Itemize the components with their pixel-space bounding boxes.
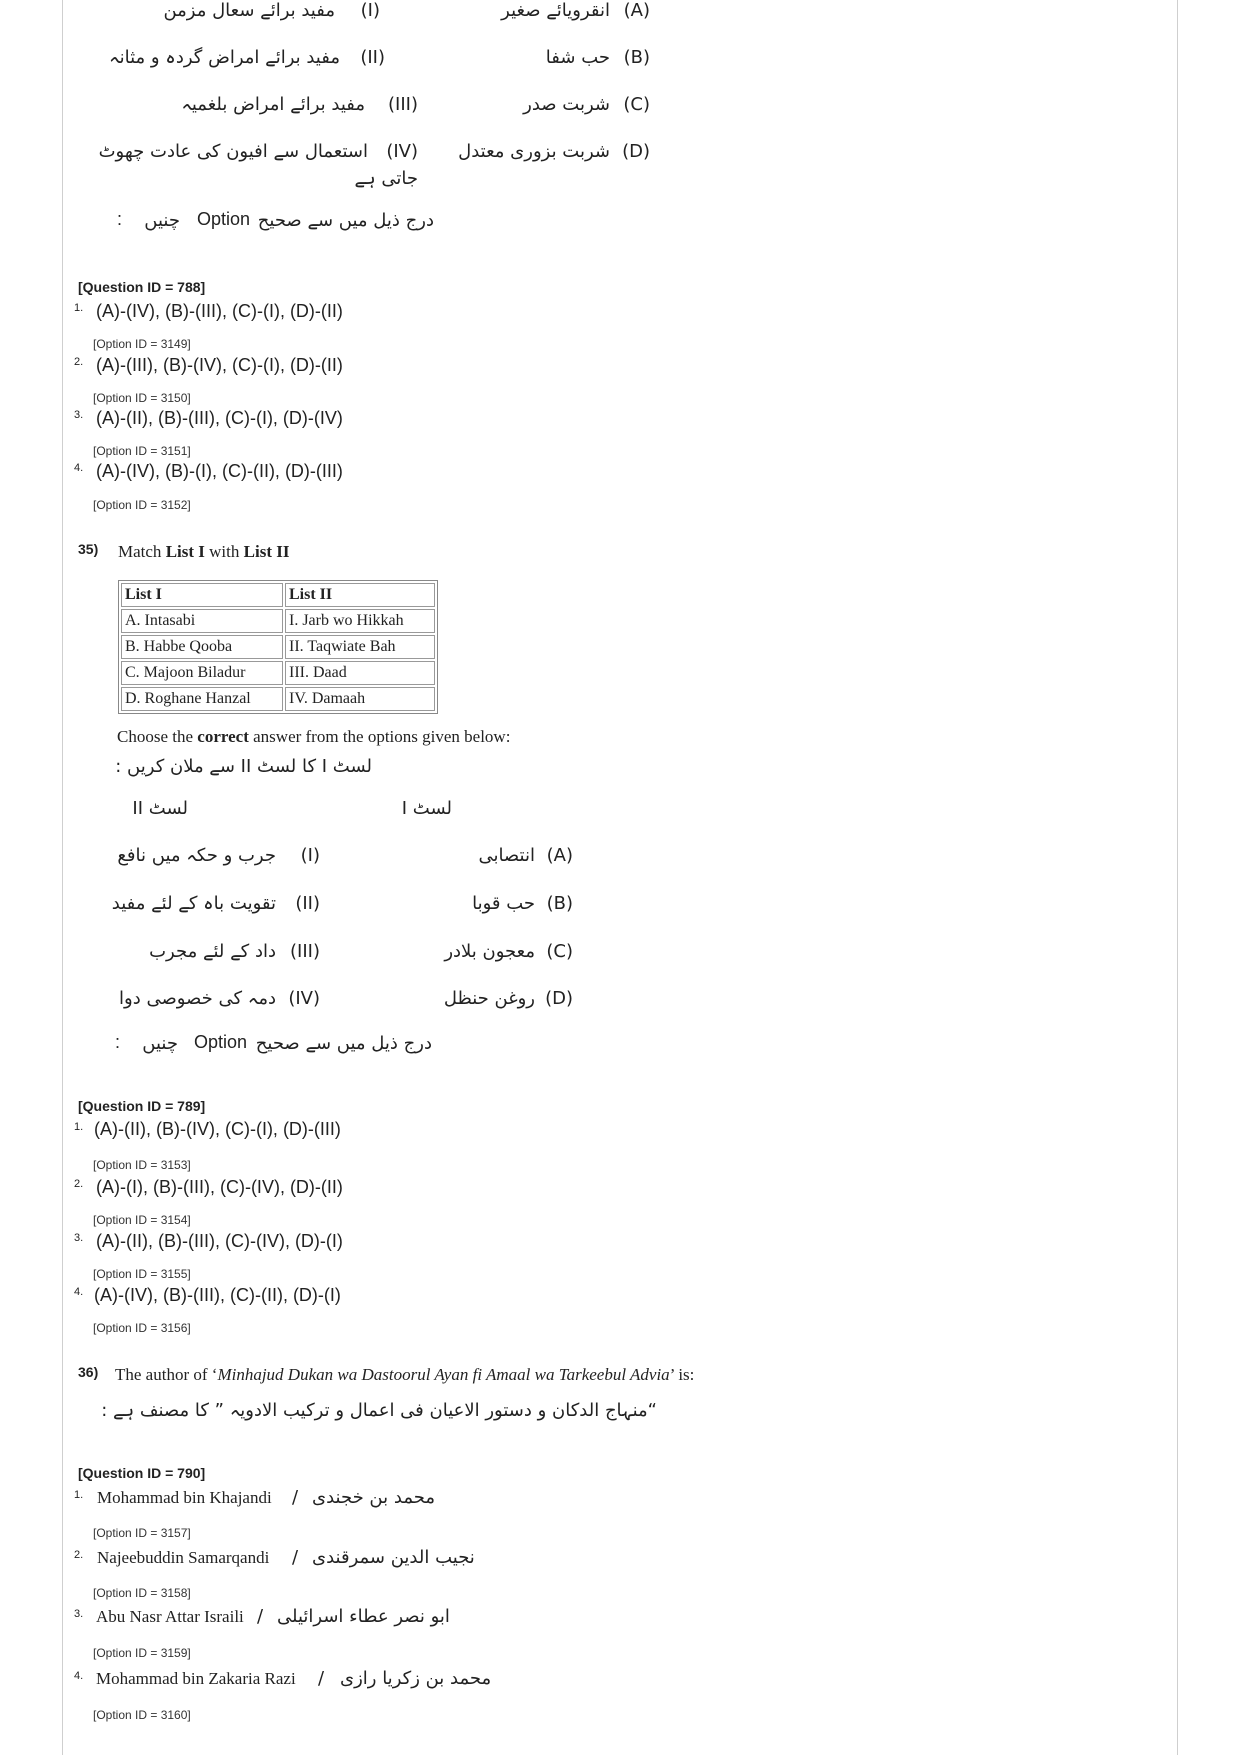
- q35-left-text-c: معجون بلادر: [444, 941, 535, 962]
- q34-option-2-id: [Option ID = 3150]: [93, 391, 191, 405]
- q34-option-4-id: [Option ID = 3152]: [93, 498, 191, 512]
- q35-right-num-iv: (IV): [288, 988, 320, 1009]
- q34-right-text-iv: استعمال سے افیون کی عادت چھوٹ: [98, 141, 368, 162]
- q35-title-list1: List I: [165, 542, 205, 561]
- q34-right-num-iii: (III): [388, 94, 418, 115]
- q35-option-3-text[interactable]: (A)-(II), (B)-(III), (C)-(IV), (D)-(I): [96, 1231, 343, 1251]
- q34-choose-suffix: چنیں: [144, 210, 180, 231]
- q34-option-1-id: [Option ID = 3149]: [93, 337, 191, 351]
- q36-urdu-text: “منہاج الدکان و دستور الاعیان فی اعمال و ترکیب الادویہ ” کا مصنف ہے :: [101, 1400, 657, 1421]
- q35-right-text-ii: تقویت باہ کے لئے مفید: [111, 893, 276, 914]
- q34-option-2-number: 2.: [74, 356, 84, 368]
- q35-option-2-text[interactable]: (A)-(I), (B)-(III), (C)-(IV), (D)-(II): [96, 1177, 343, 1197]
- q36-option-4-separator: /: [318, 1668, 325, 1689]
- q35-right-num-i: (I): [300, 845, 320, 866]
- table-header-row: [121, 583, 435, 607]
- q34-right-text-iii: مفید برائے امراض بلغمیہ: [181, 94, 365, 115]
- q34-left-text-c: شربت صدر: [523, 94, 610, 115]
- table-cell: II. Taqwiate Bah: [285, 635, 435, 659]
- q35-urdu-instruction: لسٹ I کا لسٹ II سے ملان کریں :: [115, 756, 372, 777]
- q35-left-letter-b: (B): [546, 893, 573, 914]
- table-header-list2: List II: [285, 583, 435, 607]
- q35-option-3-id: [Option ID = 3155]: [93, 1267, 191, 1281]
- q35-choose-prefix: درج ذیل میں سے صحیح: [255, 1033, 432, 1054]
- table-row: [121, 609, 435, 633]
- q36-option-3-separator: /: [257, 1606, 264, 1627]
- q34-left-text-b: حب شفا: [545, 47, 610, 68]
- q35-title-with: with: [209, 542, 240, 561]
- q35-choose-pre: Choose the: [117, 727, 194, 746]
- q36-option-2-number: 2.: [74, 1549, 84, 1561]
- q35-left-letter-d: (D): [545, 988, 573, 1009]
- q34-option-1-number: 1.: [74, 302, 84, 314]
- q35-left-text-a: انتصابی: [478, 845, 535, 866]
- table-header-list1: List I: [121, 583, 283, 607]
- q36-option-3-id: [Option ID = 3159]: [93, 1646, 191, 1660]
- table-cell: III. Daad: [285, 661, 435, 685]
- q35-option-2-number: 2.: [74, 1178, 84, 1190]
- q35-right-num-iii: (III): [290, 941, 320, 962]
- q35-right-num-ii: (II): [295, 893, 320, 914]
- q35-option-1-id: [Option ID = 3153]: [93, 1158, 191, 1172]
- left-margin-line: [62, 0, 63, 1755]
- q35-number: 35): [78, 541, 99, 557]
- q34-choose-prefix: درج ذیل میں سے صحیح: [257, 210, 434, 231]
- q36-question-text: [115, 1365, 694, 1385]
- q34-option-2-text[interactable]: (A)-(III), (B)-(IV), (C)-(I), (D)-(II): [96, 355, 343, 375]
- q35-title-match: Match: [118, 542, 162, 561]
- q35-list-table: [118, 580, 438, 714]
- q35-list1-heading: لسٹ I: [401, 798, 452, 819]
- table-cell: A. Intasabi: [121, 609, 283, 633]
- q36-option-1-english[interactable]: Mohammad bin Khajandi: [97, 1488, 272, 1507]
- q35-right-text-iii: داد کے لئے مجرب: [149, 941, 276, 962]
- q35-left-letter-a: (A): [546, 845, 573, 866]
- right-margin-line: [1177, 0, 1178, 1755]
- q35-title: [118, 542, 289, 562]
- q35-right-text-iv: دمہ کی خصوصی دوا: [119, 988, 276, 1009]
- q34-option-4-number: 4.: [74, 462, 84, 474]
- q36-text-post: ’ is:: [669, 1365, 695, 1384]
- q36-option-2-urdu[interactable]: نجیب الدین سمرقندی: [312, 1547, 475, 1568]
- q35-choose-option: Option: [193, 1032, 247, 1052]
- q35-option-4-text[interactable]: (A)-(IV), (B)-(III), (C)-(II), (D)-(I): [94, 1285, 341, 1305]
- q36-option-4-urdu[interactable]: محمد بن زکریا رازی: [340, 1668, 492, 1689]
- table-row: [121, 635, 435, 659]
- q36-option-4-english[interactable]: Mohammad bin Zakaria Razi: [96, 1669, 296, 1688]
- q34-right-num-i: (I): [360, 0, 380, 21]
- q35-choose-answer: [117, 727, 510, 747]
- q36-option-1-separator: /: [292, 1487, 299, 1508]
- q35-title-list2: List II: [243, 542, 290, 561]
- table-row: [121, 661, 435, 685]
- q36-option-2-separator: /: [292, 1547, 299, 1568]
- q34-option-4-text[interactable]: (A)-(IV), (B)-(I), (C)-(II), (D)-(III): [96, 461, 343, 481]
- q36-option-4-id: [Option ID = 3160]: [93, 1708, 191, 1722]
- q35-left-text-b: حب قوبا: [472, 893, 535, 914]
- q36-option-1-number: 1.: [74, 1489, 84, 1501]
- q36-option-1-urdu[interactable]: محمد بن خجندی: [312, 1487, 435, 1508]
- q35-option-1-number: 1.: [74, 1121, 84, 1133]
- q35-left-letter-c: (C): [546, 941, 573, 962]
- q35-choose-post: answer from the options given below:: [253, 727, 511, 746]
- q36-option-3-urdu[interactable]: ابو نصر عطاء اسرائیلی: [277, 1606, 450, 1627]
- q34-option-3-id: [Option ID = 3151]: [93, 444, 191, 458]
- table-cell: C. Majoon Biladur: [121, 661, 283, 685]
- table-cell: D. Roghane Hanzal: [121, 687, 283, 711]
- q34-right-text-iv-cont: جاتی ہے: [354, 168, 418, 189]
- q36-text-pre: The author of ‘: [115, 1365, 218, 1384]
- q34-question-id: [Question ID = 788]: [78, 279, 206, 295]
- q36-number: 36): [78, 1364, 99, 1380]
- q34-left-letter-b: (B): [623, 47, 650, 68]
- q35-choose-suffix: چنیں: [142, 1033, 178, 1054]
- q34-option-3-text[interactable]: (A)-(II), (B)-(III), (C)-(I), (D)-(IV): [96, 408, 343, 428]
- q34-right-num-ii: (II): [360, 47, 385, 68]
- table-cell: I. Jarb wo Hikkah: [285, 609, 435, 633]
- q36-option-1-id: [Option ID = 3157]: [93, 1526, 191, 1540]
- table-cell: B. Habbe Qooba: [121, 635, 283, 659]
- q35-question-id: [Question ID = 789]: [78, 1098, 206, 1114]
- q34-right-text-ii: مفید برائے امراض گردہ و مثانہ: [109, 47, 340, 68]
- q35-right-text-i: جرب و حکہ میں نافع: [117, 845, 276, 866]
- q34-left-text-a: انقرویائے صغیر: [501, 0, 610, 21]
- q35-option-2-id: [Option ID = 3154]: [93, 1213, 191, 1227]
- q35-option-1-text[interactable]: (A)-(II), (B)-(IV), (C)-(I), (D)-(III): [94, 1119, 341, 1139]
- table-row: [121, 687, 435, 711]
- q36-option-3-english[interactable]: Abu Nasr Attar Israili: [96, 1607, 244, 1626]
- q36-option-3-number: 3.: [74, 1608, 84, 1620]
- q36-text-italic: Minhajud Dukan wa Dastoorul Ayan fi Amaal wa Tarkeebul Advia: [217, 1365, 670, 1384]
- q34-right-text-i: مفید برائے سعال مزمن: [163, 0, 335, 21]
- q34-right-num-iv: (IV): [386, 141, 418, 162]
- q35-list2-heading: لسٹ II: [132, 798, 188, 819]
- q34-choose-option: Option: [196, 209, 250, 229]
- q34-choose-colon: :: [116, 209, 122, 229]
- q35-choose-colon: :: [114, 1032, 120, 1052]
- q34-left-letter-c: (C): [623, 94, 650, 115]
- q34-option-3-number: 3.: [74, 409, 84, 421]
- q35-option-4-number: 4.: [74, 1286, 84, 1298]
- q34-option-1-text[interactable]: (A)-(IV), (B)-(III), (C)-(I), (D)-(II): [96, 301, 343, 321]
- q35-option-3-number: 3.: [74, 1232, 84, 1244]
- q35-left-text-d: روغن حنظل: [443, 988, 535, 1009]
- q36-option-2-english[interactable]: Najeebuddin Samarqandi: [97, 1548, 270, 1567]
- q34-left-letter-a: (A): [623, 0, 650, 21]
- q35-option-4-id: [Option ID = 3156]: [93, 1321, 191, 1335]
- q36-option-4-number: 4.: [74, 1670, 84, 1682]
- q35-choose-bold: correct: [197, 727, 249, 746]
- q36-question-id: [Question ID = 790]: [78, 1465, 206, 1481]
- q34-left-text-d: شربت بزوری معتدل: [458, 141, 610, 162]
- q34-left-letter-d: (D): [622, 141, 650, 162]
- table-cell: IV. Damaah: [285, 687, 435, 711]
- q36-option-2-id: [Option ID = 3158]: [93, 1586, 191, 1600]
